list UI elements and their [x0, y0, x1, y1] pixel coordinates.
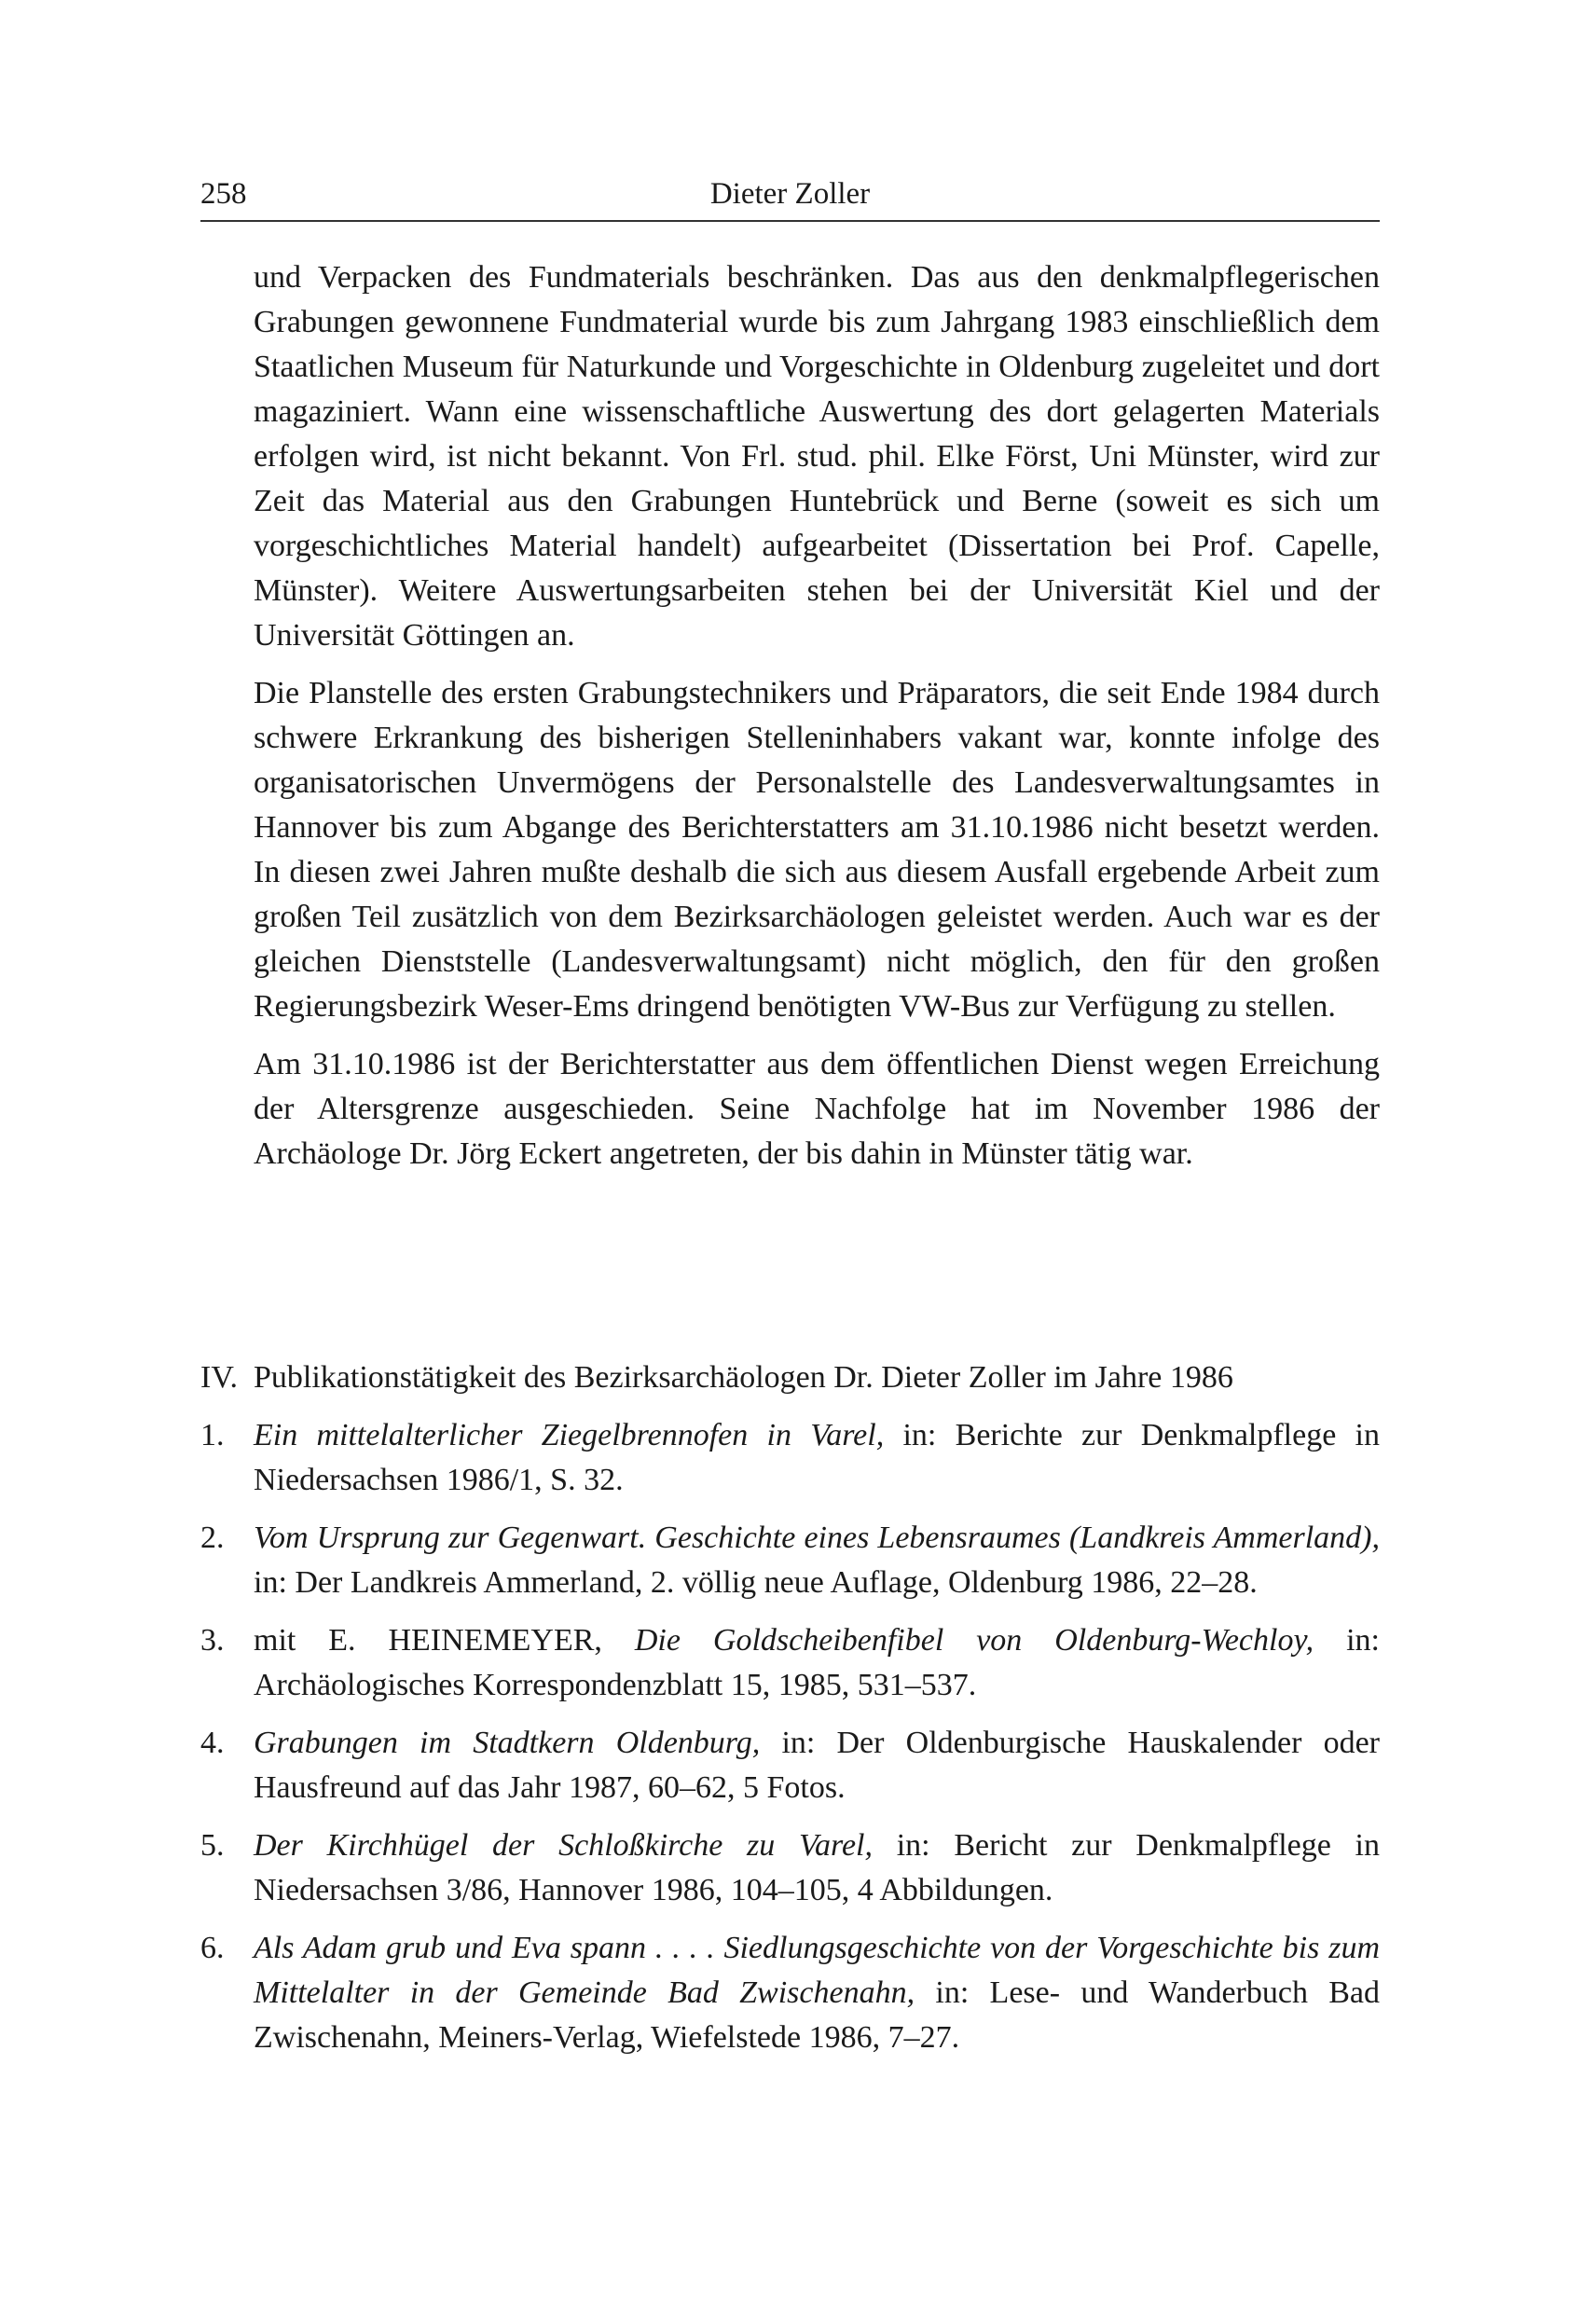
publication-item — [200, 1823, 1380, 1913]
publication-text — [254, 1823, 1380, 1913]
header-rule — [200, 220, 1380, 222]
running-head: Dieter Zoller — [709, 177, 871, 211]
page-header — [200, 170, 1380, 218]
publication-source: in: Der Oldenburgische Hauskalender oder Hausfreund auf das Jahr 1987, 60–62, 5 Fotos. — [254, 1726, 1380, 1805]
publication-item — [200, 1413, 1380, 1503]
section-title: Publikationstätigkeit des Bezirksarchäologen Dr. Dieter Zoller im Jahre 1986 — [254, 1360, 1233, 1395]
page-number: 258 — [200, 177, 247, 211]
publication-title: Der Kirchhügel der Schloßkirche zu Varel, — [254, 1828, 873, 1863]
publication-text — [254, 1721, 1380, 1810]
publication-text — [254, 1516, 1380, 1605]
paragraph: Die Planstelle des ersten Grabungstechnikers und Präparators, die seit Ende 1984 durch schwere Erkrankung des bisherigen Stelleninhabers vakant war, konnte infolge des organisatorischen Unvermögens der Personalstelle des Landesverwaltungsamtes in Hannover bis zum Abgange des Berichterstatters am 31.10.1986 nicht besetzt werden. In diesen zwei Jahren mußte deshalb die sich aus diesem Ausfall ergebende Arbeit zum großen Teil zusätzlich von dem Bezirksarchäologen geleistet werden. Auch war es der gleichen Dienststelle (Landesverwaltungsamt) nicht möglich, den für den großen Regierungsbezirk Weser-Ems dringend benötigten VW-Bus zur Verfügung zu stellen. — [254, 676, 1380, 1024]
publication-item — [200, 1516, 1380, 1605]
publication-text — [254, 1413, 1380, 1503]
publication-item — [200, 1926, 1380, 2060]
publication-title: Die Goldscheibenfibel von Oldenburg-Wechloy, — [634, 1623, 1314, 1658]
publication-number: 1. — [200, 1418, 225, 1452]
publication-number: 3. — [200, 1623, 225, 1658]
publication-text — [254, 1618, 1380, 1708]
publication-number: 6. — [200, 1931, 225, 1965]
publication-number: 5. — [200, 1828, 225, 1863]
publication-title: Ein mittelalterlicher Ziegelbrennofen in Varel, — [254, 1418, 885, 1452]
publication-item — [200, 1618, 1380, 1708]
publications-section — [200, 1356, 1380, 2073]
publication-source: in: Berichte zur Denkmalpflege in Niedersachsen 1986/1, S. 32. — [254, 1418, 1381, 1497]
paragraph: Am 31.10.1986 ist der Berichterstatter aus dem öffentlichen Dienst wegen Erreichung der Altersgrenze ausgeschieden. Seine Nachfolge hat im November 1986 der Archäologe Dr. Jörg Eckert angetreten, der bis dahin in Münster tätig war. — [254, 1047, 1380, 1171]
publication-source: in: Der Landkreis Ammerland, 2. völlig neue Auflage, Oldenburg 1986, 22–28. — [254, 1565, 1258, 1600]
body-text — [254, 255, 1380, 1190]
publication-number: 2. — [200, 1521, 225, 1555]
publication-source: in: Bericht zur Denkmalpflege in Niedersachsen 3/86, Hannover 1986, 104–105, 4 Abbildungen. — [254, 1828, 1381, 1907]
publication-item — [200, 1721, 1380, 1810]
section-heading — [200, 1356, 1380, 1400]
publication-title: Als Adam grub und Eva spann . . . . Siedlungsgeschichte von der Vorgeschichte bis zum Mittelalter in der Gemeinde Bad Zwischenahn, — [254, 1931, 1380, 2010]
section-number: IV. — [200, 1360, 238, 1395]
publication-title: Grabungen im Stadtkern Oldenburg, — [254, 1726, 761, 1760]
publication-source: in: Archäologisches Korrespondenzblatt 15, 1985, 531–537. — [254, 1623, 1380, 1702]
publication-title: Vom Ursprung zur Gegenwart. Geschichte eines Lebensraumes (Landkreis Ammerland), — [254, 1521, 1380, 1555]
paragraph: und Verpacken des Fundmaterials beschränken. Das aus den denkmalpflegerischen Grabungen gewonnene Fundmaterial wurde bis zum Jahrgang 1983 einschließlich dem Staatlichen Museum für Naturkunde und Vorgeschichte in Oldenburg zugeleitet und dort magaziniert. Wann eine wissenschaftliche Auswertung des dort gelagerten Materials erfolgen wird, ist nicht bekannt. Von Frl. stud. phil. Elke Först, Uni Münster, wird zur Zeit das Material aus den Grabungen Huntebrück und Berne (soweit es sich um vorgeschichtliches Material handelt) aufgearbeitet (Dissertation bei Prof. Capelle, Münster). Weitere Auswertungsarbeiten stehen bei der Universität Kiel und der Universität Göttingen an. — [254, 260, 1380, 653]
publication-text — [254, 1926, 1380, 2060]
publication-coauthor: mit E. HEINEMEYER, — [254, 1623, 635, 1658]
publication-number: 4. — [200, 1726, 225, 1760]
publication-source: in: Lese- und Wanderbuch Bad Zwischenahn, Meiners-Verlag, Wiefelstede 1986, 7–27. — [254, 1975, 1380, 2055]
